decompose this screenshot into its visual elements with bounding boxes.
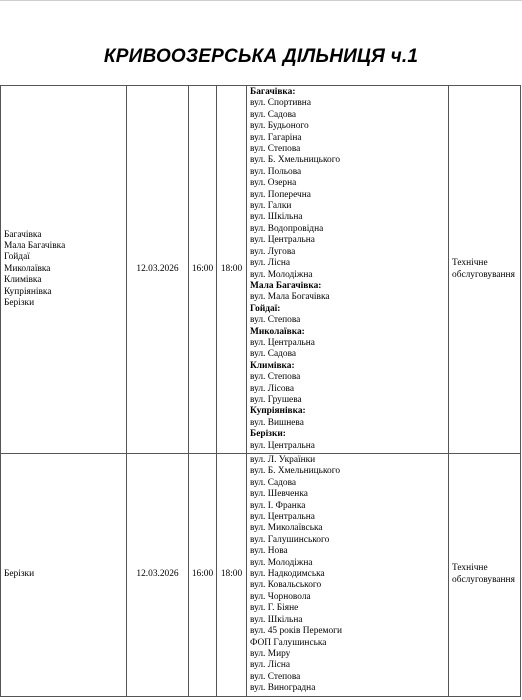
- work-type-cell: Технічне обслуговування: [449, 454, 521, 697]
- street-item: вул. Степова: [250, 144, 301, 155]
- street-item: вул. Польова: [250, 166, 302, 177]
- street-item: вул. Лісова: [250, 383, 295, 394]
- settlement-item: Мала Багачівка: [4, 240, 66, 251]
- street-item: вул. Гагаріна: [250, 132, 302, 143]
- village-heading: Гойдаї:: [250, 303, 281, 314]
- street-item: вул. Садова: [250, 109, 297, 120]
- street-item: вул. Степова: [250, 671, 301, 682]
- street-item: вул. Молодіжна: [250, 269, 313, 280]
- street-item: вул. Центральна: [250, 235, 315, 246]
- page-title: КРИВООЗЕРСЬКА ДІЛЬНИЦЯ ч.1: [103, 46, 419, 67]
- start-time-cell: 16:00: [189, 454, 217, 697]
- settlement-item: Берізки: [4, 569, 35, 580]
- street-item: вул. Галки: [250, 201, 292, 212]
- street-item: вул. Ковальського: [250, 580, 322, 591]
- settlement-item: Климівка: [4, 275, 42, 286]
- settlement-item: Берізки: [4, 298, 35, 309]
- village-heading: Берізки:: [250, 429, 286, 440]
- street-item: ФОП Галушинська: [250, 637, 327, 648]
- street-item: вул. Озерна: [250, 178, 297, 189]
- start-time-cell: 16:00: [189, 86, 217, 454]
- street-item: вул. Шкільна: [250, 614, 303, 625]
- street-item: вул. Садова: [250, 349, 297, 360]
- street-item: вул. Мала Богачівка: [250, 292, 330, 303]
- date-cell: 12.03.2026: [127, 454, 189, 697]
- settlement-item: Миколаївка: [4, 263, 51, 274]
- end-time-cell: 18:00: [217, 454, 247, 697]
- settlements-cell: [1, 454, 127, 697]
- street-item: вул. Центральна: [250, 440, 315, 451]
- street-item: вул. Центральна: [250, 512, 315, 523]
- streets-cell: [247, 86, 449, 454]
- village-heading: Миколаївка:: [250, 326, 305, 337]
- table-row: [1, 454, 521, 697]
- settlement-item: Багачівка: [4, 229, 42, 240]
- street-item: вул. Спортивна: [250, 98, 311, 109]
- street-item: вул. Виноградна: [250, 683, 316, 694]
- date-cell: 12.03.2026: [127, 86, 189, 454]
- street-item: вул. Поперечна: [250, 189, 311, 200]
- end-time-cell: 18:00: [217, 86, 247, 454]
- settlement-item: Купріянівка: [4, 286, 52, 297]
- street-item: вул. Л. Українки: [250, 455, 316, 465]
- street-item: вул. Водопровідна: [250, 223, 324, 234]
- street-item: вул. Миколаївська: [250, 523, 323, 534]
- street-item: вул. 45 років Перемоги: [250, 626, 343, 637]
- street-item: вул. Грушева: [250, 394, 302, 405]
- village-heading: Багачівка:: [250, 87, 296, 97]
- street-item: вул. Шкільна: [250, 212, 303, 223]
- street-item: вул. Степова: [250, 315, 301, 326]
- settlements-cell: [1, 86, 127, 454]
- village-heading: Климівка:: [250, 360, 295, 371]
- street-item: вул. Будьоного: [250, 121, 309, 132]
- street-item: вул. Чорновола: [250, 591, 311, 602]
- street-item: вул. Лугова: [250, 246, 296, 257]
- street-item: вул. І. Франка: [250, 500, 306, 511]
- village-heading: Мала Багачівка:: [250, 280, 322, 291]
- settlement-item: Гойдаї: [4, 252, 30, 263]
- street-item: вул. Б. Хмельницького: [250, 466, 341, 477]
- street-item: вул. Шевченка: [250, 489, 308, 500]
- street-item: вул. Нова: [250, 546, 288, 557]
- street-item: вул. Галушинського: [250, 534, 330, 545]
- street-item: вул. Г. Біяне: [250, 603, 299, 614]
- street-item: вул. Миру: [250, 648, 291, 659]
- street-item: вул. Б. Хмельницького: [250, 155, 341, 166]
- work-type-cell: Технічне обслуговування: [449, 86, 521, 454]
- outage-schedule-table: [0, 85, 521, 697]
- street-item: вул. Молодіжна: [250, 557, 313, 568]
- street-item: вул. Садова: [250, 477, 297, 488]
- page-top-rule: [0, 0, 522, 1]
- village-heading: Купріянівка:: [250, 406, 306, 417]
- street-item: вул. Лісна: [250, 660, 291, 671]
- streets-cell: [247, 454, 449, 697]
- table-row: [1, 86, 521, 454]
- street-item: вул. Центральна: [250, 337, 315, 348]
- street-item: вул. Степова: [250, 372, 301, 383]
- street-item: вул. Вишнева: [250, 417, 304, 428]
- street-item: вул. Лісна: [250, 258, 291, 269]
- street-item: вул. Надкодимська: [250, 569, 325, 580]
